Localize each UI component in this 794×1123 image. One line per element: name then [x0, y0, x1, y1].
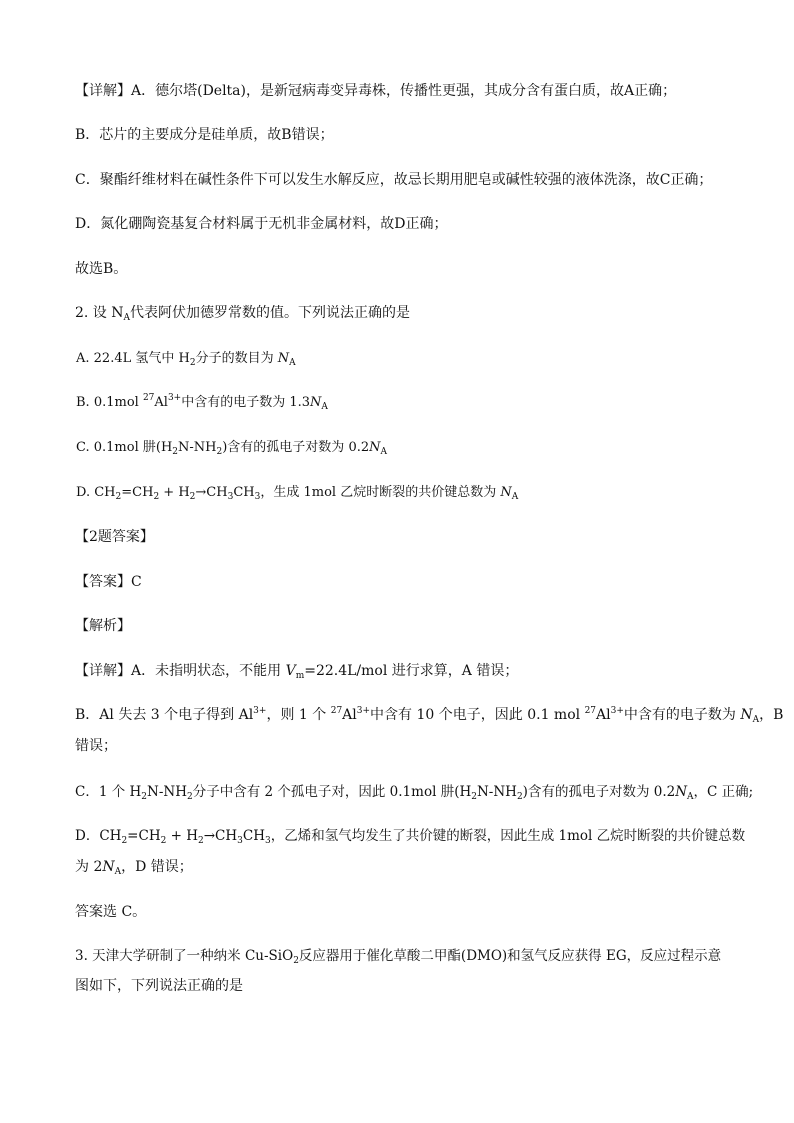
detail-line-b: B．Al 失去 3 个电子得到 $Al^{3+}$，则 1 个 $^{27}Al^{3+}$中含有 10 个电子，因此 0.1 mol $^{27}Al^{3+}$中含有的电子数为 $N_A$，B [75, 706, 784, 725]
question-3-stem-cont: 图如下，下列说法正确的是 [75, 978, 243, 994]
question-3-stem: 3. 天津大学研制了一种纳米 Cu-SiO$_2$反应器用于催化草酸二甲酯(DMO)和氢气反应获得 EG，反应过程示意 [75, 948, 722, 966]
explanation-line-d: D．氮化硼陶瓷基复合材料属于无机非金属材料，故D正确； [75, 216, 448, 232]
analysis-heading: 【解析】 [75, 618, 131, 634]
detail-line-b-cont: 错误； [75, 738, 117, 754]
explanation-line-b: B．芯片的主要成分是硅单质，故B错误； [75, 127, 334, 143]
option-c: C. 0.1mol 肼$(H_2N-NH_2)$含有的孤电子对数为 $0.2N_A$ [76, 440, 387, 457]
explanation-line-a: 【详解】A．德尔塔(Delta)，是新冠病毒变异毒株，传播性更强，其成分含有蛋白质，故A正确； [75, 83, 677, 99]
question-2-stem: 2. 设 $N_A$代表阿伏加德罗常数的值。下列说法正确的是 [75, 305, 411, 323]
option-d: D. $CH_2=CH_2 + H_2\to CH_3CH_3$，生成 1mol 乙烷时断裂的共价键总数为 $N_A$ [76, 485, 519, 502]
explanation-line-c: C．聚酯纤维材料在碱性条件下可以发生水解反应，故忌长期用肥皂或碱性较强的液体洗涤，故C正确； [75, 172, 713, 188]
detail-line-d-cont: 为 $2N_A$，D 错误； [75, 859, 193, 877]
detail-line-d: D．$CH_2=CH_2 + H_2\to CH_3CH_3$，乙烯和氢气均发生了共价键的断裂，因此生成 1mol 乙烷时断裂的共价键总数 [75, 828, 746, 846]
detail-line-a: 【详解】A．未指明状态，不能用 $V_m=22.4L$/mol 进行求算，A 错误； [75, 663, 519, 681]
option-a: A. 22.4L 氢气中 $H_2$分子的数目为 $N_A$ [76, 351, 296, 368]
detail-line-c: C．1 个 $H_2N-NH_2$分子中含有 2 个孤电子对，因此 0.1mol 肼$(H_2N-NH_2)$含有的孤电子对数为 $0.2N_A$，C 正确; [75, 784, 754, 802]
option-b: B. 0.1mol $^{27}Al^{3+}$中含有的电子数为 $1.3N_A$ [76, 393, 328, 412]
answer-heading: 【2题答案】 [75, 529, 154, 545]
conclusion-line-q1: 故选B。 [75, 261, 128, 277]
answer-line: 【答案】C [75, 574, 142, 590]
answer-conclusion: 答案选 C。 [75, 904, 147, 920]
